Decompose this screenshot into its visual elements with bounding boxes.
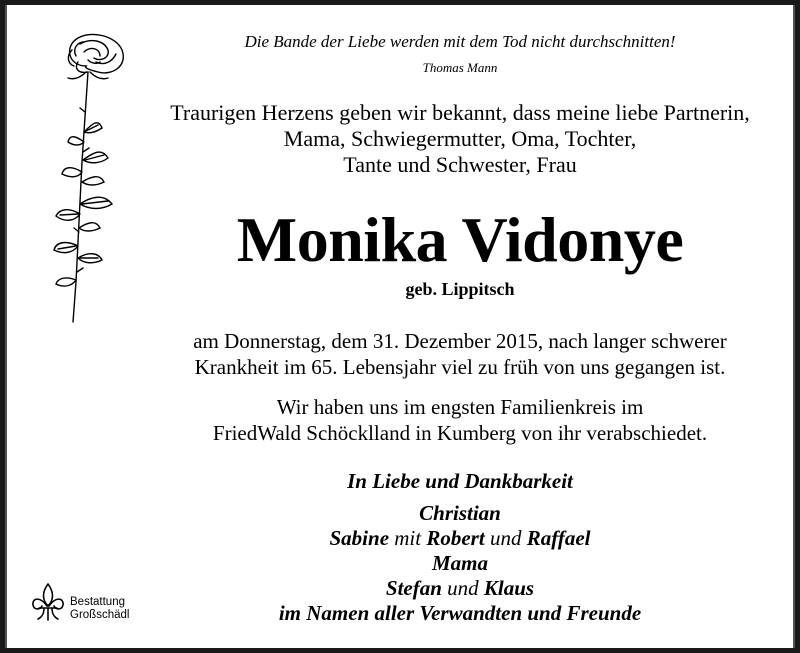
family-signature [140, 501, 780, 626]
border-inner-left [5, 5, 7, 648]
family-member-sabine: Sabine [329, 526, 390, 550]
family-line-1: Christian [419, 501, 501, 525]
family-line-5: im Namen aller Verwandten und Freunde [278, 601, 642, 625]
funeral-home-name [70, 596, 129, 622]
death-line-2: Krankheit im 65. Lebensjahr viel zu früh von uns gegangen ist. [194, 355, 726, 379]
quote-author: Thomas Mann [422, 60, 498, 75]
fleur-de-lis-icon [30, 582, 66, 622]
farewell-notice [140, 394, 780, 446]
family-line-2 [140, 526, 780, 551]
closing-phrase: In Liebe und Dankbarkeit [347, 469, 573, 493]
family-member-klaus: Klaus [483, 576, 535, 600]
rose-icon [38, 32, 138, 324]
intro-line-2: Mama, Schwiegermutter, Oma, Tochter, [283, 126, 637, 151]
family-line-4 [140, 576, 780, 601]
maiden-name: geb. Lippitsch [405, 279, 515, 299]
family-member-stefan: Stefan [385, 576, 442, 600]
deceased-name: Monika Vidonye [236, 204, 684, 275]
farewell-line-1: Wir haben uns im engsten Familienkreis im [276, 395, 644, 419]
intro-text [140, 100, 780, 178]
intro-line-1: Traurigen Herzens geben wir bekannt, dass meine liebe Partnerin, [170, 100, 750, 125]
death-notice [140, 328, 780, 380]
intro-line-3: Tante und Schwester, Frau [343, 152, 577, 177]
family-member-robert: Robert [426, 526, 485, 550]
family-line-3: Mama [431, 551, 488, 575]
family-connector: und [489, 526, 522, 550]
funeral-home-line-1: Bestattung [70, 596, 125, 608]
border-inner-right [793, 5, 795, 648]
death-line-1: am Donnerstag, dem 31. Dezember 2015, nach langer schwerer [193, 329, 727, 353]
farewell-line-2: FriedWald Schöcklland in Kumberg von ihr verabschiedet. [212, 421, 708, 445]
funeral-home-line-2: Großschädl [70, 609, 130, 621]
quote-text: Die Bande der Liebe werden mit dem Tod nicht durchschnitten! [244, 32, 676, 51]
family-connector: und [447, 576, 479, 600]
family-connector: mit [394, 526, 422, 550]
family-member-raffael: Raffael [526, 526, 591, 550]
